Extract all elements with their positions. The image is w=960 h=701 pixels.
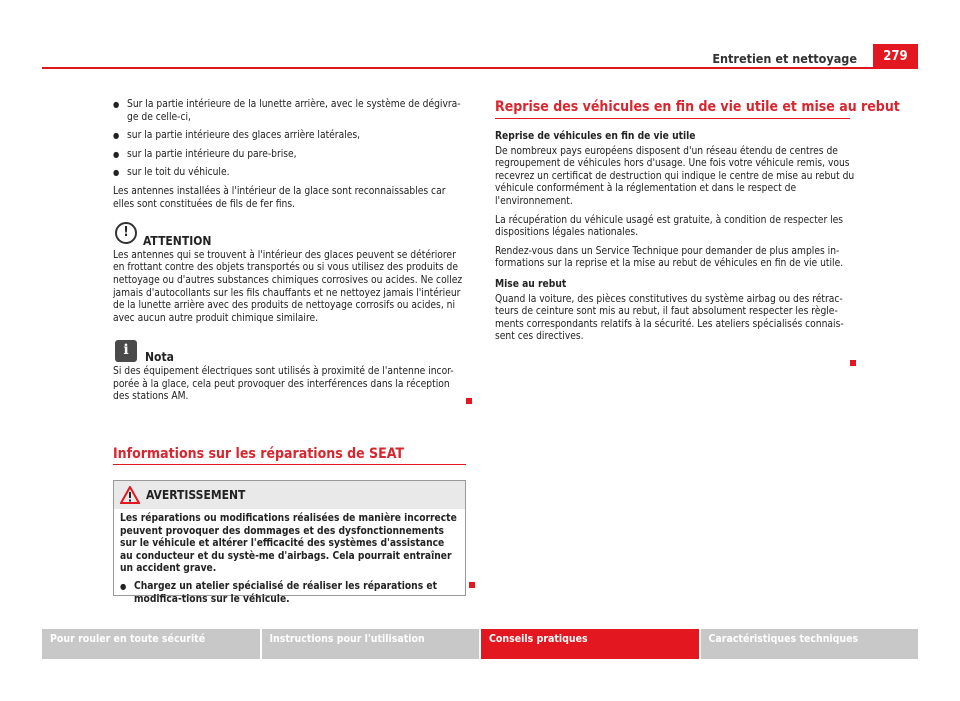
warning-text: Les réparations ou modifications réalisées de manière incorrecte peuvent provoquer des dommages et des dysfonctionnements sur le véhicule et altérer l'efficacité des systèmes d'assistance au conducteur et du systè-me d'airbags. Cela pourrait entraîner un accident grave.: [120, 513, 457, 575]
warning-box: [113, 480, 466, 605]
warning-body: [114, 509, 465, 610]
page-number: 279: [873, 44, 918, 67]
footer-tab-technical-specs[interactable]: Caractéristiques techniques: [701, 629, 919, 659]
list-item: ● sur le toit du véhicule.: [113, 167, 465, 180]
paragraph: Quand la voiture, des pièces constitutives du système airbag ou des rétrac-teurs de ceinture sont mis au rebut, il faut absolument respecter les règle-ments correspondants relatifs à la sécurité. Les ateliers spécialisés connais-sent ces directives.: [495, 293, 844, 343]
paragraph: Rendez-vous dans un Service Technique pour demander de plus amples in-formations sur la reprise et la mise au rebut de véhicules en fin de vie utile.: [495, 245, 844, 270]
caution-header: [113, 225, 465, 248]
repairs-section-title: Informations sur les réparations de SEAT: [113, 446, 404, 462]
footer-tab-safety[interactable]: Pour rouler en toute sécurité: [42, 629, 260, 659]
chapter-title: Entretien et nettoyage: [712, 51, 857, 66]
end-marker: [466, 398, 472, 404]
list-item: ● Sur la partie intérieure de la lunette arrière, avec le système de dégivra-ge de celle-ci,: [113, 99, 465, 124]
caution-text: Les antennes qui se trouvent à l'intérieur des glaces peuvent se détériorer en frottant contre des objets transportés ou si vous utilisez des produits de nettoyage ou d'autres substances chimiques corrosives ou acides. Ne collez jamais d'autocollants sur les fils chauffants et ne nettoyez jamais l'intérieur de la lunette arrière avec des produits de nettoyage corrosifs ou acides, ni avec aucun autre produit chimique similaire.: [113, 249, 463, 324]
end-marker: [469, 582, 475, 588]
warning-bullet: ● Chargez un atelier spécialisé de réaliser les réparations et modifica-tions sur le véhicule.: [120, 581, 459, 606]
exclamation-circle-icon: !: [115, 222, 137, 244]
subheading: Reprise de véhicules en fin de vie utile: [495, 131, 696, 142]
right-column: [495, 131, 855, 350]
subheading: Mise au rebut: [495, 278, 567, 290]
caution-title: ATTENTION: [143, 234, 212, 249]
paragraph: De nombreux pays européens disposent d'un réseau étendu de centres de regroupement de véhicules hors d'usage. Une fois votre véhicule remis, vous recevrez un certificat de destruction qui indique le centre de mise au rebut du véhicule conformément à la réglementation et dans le respect de l'environnement.: [495, 145, 855, 207]
warning-triangle-icon: [120, 486, 140, 504]
list-item: ● sur la partie intérieure des glaces arrière latérales,: [113, 130, 465, 143]
section-rule: [495, 118, 850, 119]
warning-title: AVERTISSEMENT: [146, 488, 246, 502]
paragraph: La récupération du véhicule usagé est gratuite, à condition de respecter les dispositions légales nationales.: [495, 214, 844, 239]
left-column: [113, 99, 465, 410]
end-marker: [850, 360, 856, 366]
note-header: [113, 341, 465, 364]
disposal-section-title: Reprise des véhicules en fin de vie utile et mise au rebut: [495, 99, 900, 115]
footer-tab-practical-tips[interactable]: Conseils pratiques: [481, 629, 699, 659]
note-title: Nota: [145, 350, 174, 365]
note-text: Si des équipement électriques sont utilisés à proximité de l'antenne incor-porée à la glace, cela peut provoquer des interférences dans la réception des stations AM.: [113, 365, 454, 403]
header-rule: [42, 67, 918, 69]
footer-tab-instructions[interactable]: Instructions pour l'utilisation: [262, 629, 480, 659]
info-icon: i: [115, 340, 137, 362]
footer-nav: [42, 629, 918, 659]
section-rule: [113, 464, 466, 465]
warning-header: [114, 481, 465, 509]
list-item: ● sur la partie intérieure du pare-brise,: [113, 149, 465, 162]
antennas-paragraph: Les antennes installées à l'intérieur de la glace sont reconnaissables car elles sont constituées de fils de fer fins.: [113, 185, 446, 210]
